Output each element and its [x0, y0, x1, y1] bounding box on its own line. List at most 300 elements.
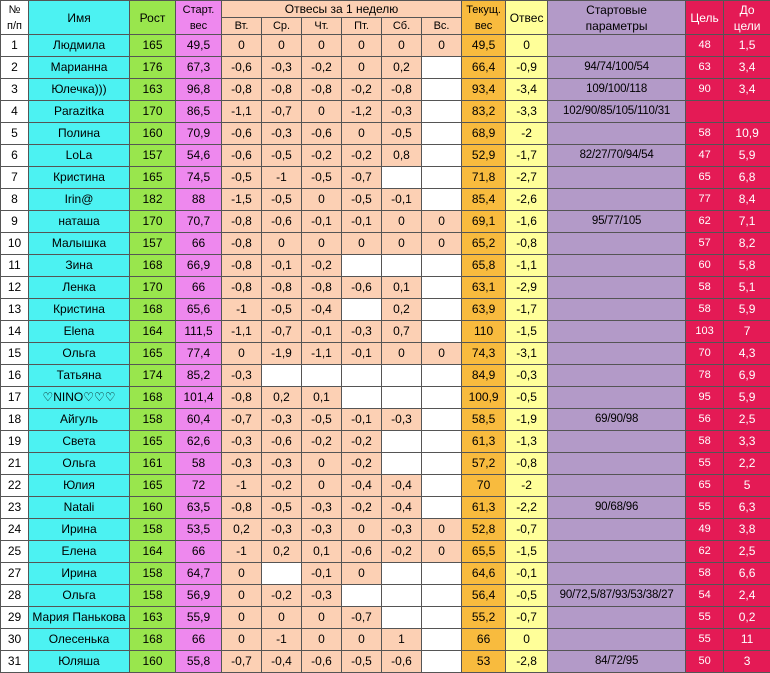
- row-params: 102/90/85/105/110/31: [548, 101, 686, 123]
- row-to-goal: 3,4: [724, 57, 770, 79]
- row-day-loss: [422, 475, 462, 497]
- row-number: 31: [1, 651, 29, 673]
- row-day-loss: -0,5: [382, 123, 422, 145]
- row-day-loss: -0,2: [342, 431, 382, 453]
- row-height: 170: [130, 211, 176, 233]
- row-to-goal: 0,2: [724, 607, 770, 629]
- row-number: 5: [1, 123, 29, 145]
- row-day-loss: 0: [342, 233, 382, 255]
- row-params: [548, 233, 686, 255]
- row-to-goal: 5,9: [724, 299, 770, 321]
- row-day-loss: 0: [302, 607, 342, 629]
- row-day-loss: [422, 123, 462, 145]
- row-day-loss: -0,2: [342, 145, 382, 167]
- row-day-loss: 0: [342, 563, 382, 585]
- row-number: 10: [1, 233, 29, 255]
- table-row: [1, 167, 770, 189]
- row-to-goal: 2,2: [724, 453, 770, 475]
- row-day-loss: -0,3: [302, 519, 342, 541]
- row-to-goal: 3: [724, 651, 770, 673]
- row-name: Марианна: [29, 57, 130, 79]
- row-day-loss: [382, 431, 422, 453]
- row-day-loss: 0: [302, 189, 342, 211]
- row-height: 158: [130, 563, 176, 585]
- row-to-goal: 8,2: [724, 233, 770, 255]
- row-height: 165: [130, 343, 176, 365]
- row-goal: 65: [686, 167, 724, 189]
- row-day-loss: -0,1: [342, 211, 382, 233]
- header-start-weight: [176, 1, 222, 35]
- row-day-loss: -0,2: [302, 255, 342, 277]
- table-row: [1, 431, 770, 453]
- row-name: Elena: [29, 321, 130, 343]
- row-goal: 65: [686, 475, 724, 497]
- row-loss: -2,7: [506, 167, 548, 189]
- row-goal: 58: [686, 277, 724, 299]
- row-name: Мария Панькова: [29, 607, 130, 629]
- row-loss: 0: [506, 35, 548, 57]
- row-height: 168: [130, 299, 176, 321]
- row-day-loss: 0: [222, 629, 262, 651]
- row-day-loss: 0: [222, 563, 262, 585]
- row-start-weight: 60,4: [176, 409, 222, 431]
- row-start-weight: 55,8: [176, 651, 222, 673]
- row-day-loss: -0,3: [262, 123, 302, 145]
- table-row: [1, 123, 770, 145]
- row-number: 19: [1, 431, 29, 453]
- row-to-goal: 6,6: [724, 563, 770, 585]
- header-day: Вт.: [222, 18, 262, 35]
- row-day-loss: -0,5: [302, 409, 342, 431]
- row-day-loss: 0: [422, 343, 462, 365]
- row-day-loss: -1,2: [342, 101, 382, 123]
- row-day-loss: [422, 189, 462, 211]
- row-start-weight: 49,5: [176, 35, 222, 57]
- row-start-weight: 66: [176, 629, 222, 651]
- row-start-weight: 70,9: [176, 123, 222, 145]
- row-goal: 58: [686, 299, 724, 321]
- row-loss: -2,8: [506, 651, 548, 673]
- row-params: [548, 343, 686, 365]
- row-number: 7: [1, 167, 29, 189]
- row-day-loss: -0,5: [262, 299, 302, 321]
- table-row: [1, 409, 770, 431]
- row-goal: 57: [686, 233, 724, 255]
- row-day-loss: 0: [422, 541, 462, 563]
- row-day-loss: -0,3: [342, 321, 382, 343]
- row-day-loss: 0: [262, 233, 302, 255]
- row-day-loss: -1,1: [222, 321, 262, 343]
- row-day-loss: -0,7: [222, 651, 262, 673]
- row-loss: -2,6: [506, 189, 548, 211]
- row-number: 22: [1, 475, 29, 497]
- row-current-weight: 58,5: [462, 409, 506, 431]
- row-day-loss: [422, 101, 462, 123]
- row-number: 3: [1, 79, 29, 101]
- row-name: Кристина: [29, 299, 130, 321]
- row-number: 1: [1, 35, 29, 57]
- row-day-loss: 0,2: [262, 387, 302, 409]
- row-day-loss: [422, 453, 462, 475]
- row-params: [548, 475, 686, 497]
- header-day: Ср.: [262, 18, 302, 35]
- row-day-loss: -0,3: [382, 409, 422, 431]
- row-height: 161: [130, 453, 176, 475]
- row-params: 94/74/100/54: [548, 57, 686, 79]
- row-start-weight: 70,7: [176, 211, 222, 233]
- row-goal: 55: [686, 607, 724, 629]
- row-day-loss: -1: [262, 629, 302, 651]
- row-day-loss: 0: [342, 35, 382, 57]
- row-height: 163: [130, 79, 176, 101]
- header-day: Вс.: [422, 18, 462, 35]
- row-current-weight: 66: [462, 629, 506, 651]
- row-day-loss: -1: [222, 299, 262, 321]
- row-start-weight: 63,5: [176, 497, 222, 519]
- row-day-loss: 0: [302, 101, 342, 123]
- table-row: [1, 321, 770, 343]
- row-current-weight: 85,4: [462, 189, 506, 211]
- row-number: 21: [1, 453, 29, 475]
- row-day-loss: [422, 79, 462, 101]
- row-day-loss: -0,3: [382, 519, 422, 541]
- row-params: 84/72/95: [548, 651, 686, 673]
- row-day-loss: 0: [262, 35, 302, 57]
- row-day-loss: -0,8: [222, 211, 262, 233]
- row-current-weight: 52,8: [462, 519, 506, 541]
- row-day-loss: [422, 651, 462, 673]
- row-params: [548, 365, 686, 387]
- row-day-loss: -0,6: [302, 123, 342, 145]
- row-goal: 90: [686, 79, 724, 101]
- row-day-loss: -0,7: [262, 321, 302, 343]
- row-name: LoLa: [29, 145, 130, 167]
- row-name: Irin@: [29, 189, 130, 211]
- row-loss: -0,8: [506, 233, 548, 255]
- row-day-loss: 0: [382, 35, 422, 57]
- row-params: 95/77/105: [548, 211, 686, 233]
- row-day-loss: -0,2: [262, 475, 302, 497]
- row-day-loss: [382, 255, 422, 277]
- row-goal: 63: [686, 57, 724, 79]
- row-height: 174: [130, 365, 176, 387]
- table-row: [1, 35, 770, 57]
- table-row: [1, 189, 770, 211]
- row-to-goal: 6,9: [724, 365, 770, 387]
- row-day-loss: [422, 255, 462, 277]
- row-params: [548, 541, 686, 563]
- row-day-loss: -0,5: [342, 651, 382, 673]
- table-row: [1, 145, 770, 167]
- row-goal: 70: [686, 343, 724, 365]
- row-day-loss: [342, 585, 382, 607]
- row-day-loss: -0,6: [262, 211, 302, 233]
- row-day-loss: 0: [222, 35, 262, 57]
- row-to-goal: 2,5: [724, 541, 770, 563]
- row-current-weight: 65,8: [462, 255, 506, 277]
- row-day-loss: -1: [262, 167, 302, 189]
- row-day-loss: -0,5: [262, 497, 302, 519]
- row-height: 168: [130, 255, 176, 277]
- row-day-loss: 0: [262, 607, 302, 629]
- row-loss: -2: [506, 123, 548, 145]
- row-params: 90/72,5/87/93/53/38/27: [548, 585, 686, 607]
- row-start-weight: 64,7: [176, 563, 222, 585]
- row-goal: 56: [686, 409, 724, 431]
- table-row: [1, 101, 770, 123]
- row-number: 4: [1, 101, 29, 123]
- row-day-loss: [382, 167, 422, 189]
- row-day-loss: [382, 387, 422, 409]
- row-day-loss: -0,1: [262, 255, 302, 277]
- row-start-weight: 55,9: [176, 607, 222, 629]
- row-height: 158: [130, 585, 176, 607]
- row-loss: -0,7: [506, 519, 548, 541]
- row-params: [548, 563, 686, 585]
- row-day-loss: -0,6: [262, 431, 302, 453]
- row-day-loss: -0,1: [302, 563, 342, 585]
- header-params-line2: параметры: [586, 19, 648, 33]
- row-goal: 60: [686, 255, 724, 277]
- row-name: Parazitka: [29, 101, 130, 123]
- row-goal: 55: [686, 497, 724, 519]
- row-day-loss: 0,2: [382, 57, 422, 79]
- row-day-loss: 0: [302, 233, 342, 255]
- row-number: 13: [1, 299, 29, 321]
- row-start-weight: 66: [176, 233, 222, 255]
- row-day-loss: -0,8: [262, 277, 302, 299]
- row-current-weight: 71,8: [462, 167, 506, 189]
- row-day-loss: -0,3: [302, 585, 342, 607]
- row-day-loss: [422, 497, 462, 519]
- row-height: 157: [130, 233, 176, 255]
- header-row: [1, 1, 770, 18]
- row-current-weight: 93,4: [462, 79, 506, 101]
- row-loss: -3,1: [506, 343, 548, 365]
- row-params: [548, 35, 686, 57]
- row-to-goal: 10,9: [724, 123, 770, 145]
- table-row: [1, 497, 770, 519]
- row-number: 28: [1, 585, 29, 607]
- row-number: 15: [1, 343, 29, 365]
- row-current-weight: 74,3: [462, 343, 506, 365]
- row-goal: 58: [686, 563, 724, 585]
- row-name: Юляша: [29, 651, 130, 673]
- row-day-loss: 0: [382, 343, 422, 365]
- row-start-weight: 77,4: [176, 343, 222, 365]
- row-day-loss: -0,5: [222, 167, 262, 189]
- row-day-loss: 0: [302, 629, 342, 651]
- row-day-loss: -0,3: [262, 453, 302, 475]
- row-day-loss: -0,5: [262, 145, 302, 167]
- row-day-loss: -0,5: [302, 167, 342, 189]
- row-day-loss: [262, 365, 302, 387]
- row-day-loss: 0: [302, 475, 342, 497]
- row-name: Ленка: [29, 277, 130, 299]
- row-height: 165: [130, 475, 176, 497]
- row-day-loss: [422, 167, 462, 189]
- row-day-loss: -0,2: [342, 79, 382, 101]
- row-number: 8: [1, 189, 29, 211]
- row-loss: -3,3: [506, 101, 548, 123]
- row-loss: -2,2: [506, 497, 548, 519]
- row-day-loss: -0,3: [262, 57, 302, 79]
- row-height: 160: [130, 497, 176, 519]
- row-name: Людмила: [29, 35, 130, 57]
- row-start-weight: 101,4: [176, 387, 222, 409]
- row-day-loss: -0,8: [222, 387, 262, 409]
- row-current-weight: 100,9: [462, 387, 506, 409]
- row-day-loss: -0,8: [222, 255, 262, 277]
- row-params: [548, 255, 686, 277]
- row-name: Елена: [29, 541, 130, 563]
- row-day-loss: -1: [222, 541, 262, 563]
- row-day-loss: -0,8: [302, 79, 342, 101]
- row-current-weight: 55,2: [462, 607, 506, 629]
- row-day-loss: -0,2: [342, 453, 382, 475]
- row-number: 2: [1, 57, 29, 79]
- row-loss: -0,9: [506, 57, 548, 79]
- row-height: 176: [130, 57, 176, 79]
- row-start-weight: 54,6: [176, 145, 222, 167]
- row-day-loss: -0,4: [382, 497, 422, 519]
- row-height: 182: [130, 189, 176, 211]
- row-name: Айгуль: [29, 409, 130, 431]
- row-number: 9: [1, 211, 29, 233]
- row-goal: 78: [686, 365, 724, 387]
- row-to-goal: 3,4: [724, 79, 770, 101]
- row-goal: 62: [686, 541, 724, 563]
- table-row: [1, 541, 770, 563]
- row-loss: -1,5: [506, 321, 548, 343]
- row-to-goal: 5,8: [724, 255, 770, 277]
- row-params: 109/100/118: [548, 79, 686, 101]
- row-start-weight: 65,6: [176, 299, 222, 321]
- row-current-weight: 70: [462, 475, 506, 497]
- row-day-loss: -0,2: [302, 145, 342, 167]
- row-day-loss: -0,8: [222, 497, 262, 519]
- row-current-weight: 63,1: [462, 277, 506, 299]
- header-params: [548, 1, 686, 35]
- row-start-weight: 96,8: [176, 79, 222, 101]
- row-day-loss: -1,9: [262, 343, 302, 365]
- row-day-loss: -0,4: [302, 299, 342, 321]
- row-number: 29: [1, 607, 29, 629]
- row-to-goal: 6,8: [724, 167, 770, 189]
- row-day-loss: -0,4: [382, 475, 422, 497]
- row-start-weight: 85,2: [176, 365, 222, 387]
- row-start-weight: 88: [176, 189, 222, 211]
- row-start-weight: 111,5: [176, 321, 222, 343]
- row-day-loss: [422, 57, 462, 79]
- row-params: [548, 519, 686, 541]
- row-day-loss: -0,1: [342, 409, 382, 431]
- row-height: 164: [130, 321, 176, 343]
- row-current-weight: 56,4: [462, 585, 506, 607]
- table-row: [1, 299, 770, 321]
- row-to-goal: [724, 101, 770, 123]
- row-day-loss: -0,3: [382, 101, 422, 123]
- row-day-loss: 0: [342, 629, 382, 651]
- table-row: [1, 629, 770, 651]
- row-height: 160: [130, 123, 176, 145]
- table-row: [1, 79, 770, 101]
- header-to-goal-line1: До: [740, 3, 755, 17]
- row-day-loss: -0,7: [342, 607, 382, 629]
- row-day-loss: 0: [222, 343, 262, 365]
- row-day-loss: 0,2: [382, 299, 422, 321]
- row-day-loss: -0,3: [262, 519, 302, 541]
- row-day-loss: -0,3: [262, 409, 302, 431]
- row-day-loss: -0,3: [222, 453, 262, 475]
- row-day-loss: -0,6: [222, 57, 262, 79]
- row-loss: -1,7: [506, 145, 548, 167]
- row-name: Ольга: [29, 453, 130, 475]
- row-day-loss: -0,5: [262, 189, 302, 211]
- row-day-loss: -0,8: [222, 79, 262, 101]
- row-start-weight: 56,9: [176, 585, 222, 607]
- row-day-loss: -0,8: [302, 277, 342, 299]
- table-row: [1, 387, 770, 409]
- row-day-loss: -0,8: [222, 277, 262, 299]
- row-start-weight: 53,5: [176, 519, 222, 541]
- row-number: 18: [1, 409, 29, 431]
- row-loss: -2,9: [506, 277, 548, 299]
- table-row: [1, 233, 770, 255]
- row-params: 90/68/96: [548, 497, 686, 519]
- row-day-loss: 0,2: [262, 541, 302, 563]
- row-day-loss: -1,5: [222, 189, 262, 211]
- row-name: Татьяна: [29, 365, 130, 387]
- table-row: [1, 519, 770, 541]
- row-to-goal: 7: [724, 321, 770, 343]
- row-day-loss: -0,7: [342, 167, 382, 189]
- row-start-weight: 58: [176, 453, 222, 475]
- table-row: [1, 277, 770, 299]
- header-losses-title: Отвесы за 1 неделю: [222, 1, 462, 18]
- row-to-goal: 5: [724, 475, 770, 497]
- row-goal: 48: [686, 35, 724, 57]
- table-row: [1, 57, 770, 79]
- row-number: 14: [1, 321, 29, 343]
- row-start-weight: 72: [176, 475, 222, 497]
- row-day-loss: [422, 145, 462, 167]
- row-loss: -0,5: [506, 585, 548, 607]
- row-start-weight: 66,9: [176, 255, 222, 277]
- row-day-loss: -0,6: [222, 123, 262, 145]
- row-day-loss: -1: [222, 475, 262, 497]
- header-params-line1: Стартовые: [586, 3, 647, 17]
- row-day-loss: [422, 365, 462, 387]
- row-current-weight: 61,3: [462, 431, 506, 453]
- row-height: 158: [130, 409, 176, 431]
- row-day-loss: -1,1: [302, 343, 342, 365]
- row-goal: 62: [686, 211, 724, 233]
- row-day-loss: -0,5: [342, 189, 382, 211]
- row-number: 17: [1, 387, 29, 409]
- row-day-loss: [422, 431, 462, 453]
- row-params: [548, 387, 686, 409]
- row-loss: -1,7: [506, 299, 548, 321]
- row-day-loss: [382, 453, 422, 475]
- row-day-loss: 0: [382, 233, 422, 255]
- row-params: 69/90/98: [548, 409, 686, 431]
- row-start-weight: 66: [176, 541, 222, 563]
- row-goal: 58: [686, 431, 724, 453]
- row-name: Ольга: [29, 585, 130, 607]
- row-current-weight: 49,5: [462, 35, 506, 57]
- row-current-weight: 65,2: [462, 233, 506, 255]
